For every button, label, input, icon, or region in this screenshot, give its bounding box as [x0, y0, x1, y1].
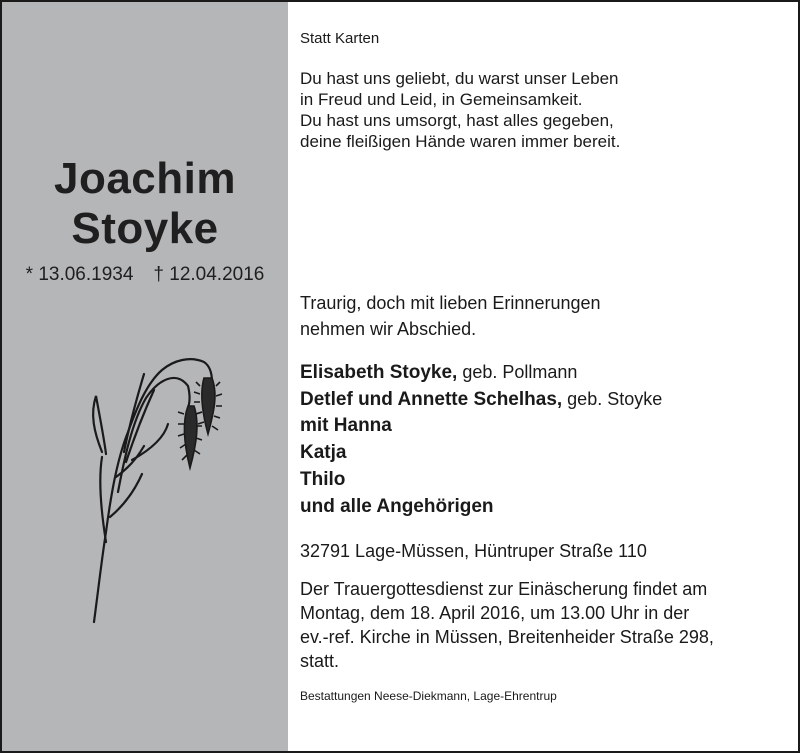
death-date: † 12.04.2016	[153, 264, 265, 285]
mourner: und alle Angehörigen	[300, 496, 494, 517]
life-dates	[2, 264, 288, 286]
name-panel	[2, 2, 288, 751]
mourner: Thilo	[300, 469, 346, 490]
poem-line: Du hast uns umsorgt, hast alles gegeben,	[300, 111, 614, 130]
poem-line: deine fleißigen Hände waren immer bereit.	[300, 132, 621, 151]
farewell-line: Traurig, doch mit lieben Erinnerungen	[300, 293, 601, 313]
mourner: mit Hanna	[300, 415, 392, 436]
grass-sprig-icon	[72, 342, 232, 642]
farewell-line: nehmen wir Abschied.	[300, 319, 477, 339]
mourner: Katja	[300, 442, 347, 463]
service-line: statt.	[300, 651, 340, 671]
service-line: Der Trauergottesdienst zur Einäscherung findet am	[300, 579, 708, 599]
funeral-home: Bestattungen Neese-Diekmann, Lage-Ehrentrup	[300, 689, 557, 703]
birth-date: * 13.06.1934	[25, 264, 134, 285]
service-line: ev.-ref. Kirche in Müssen, Breitenheider Straße 298,	[300, 627, 714, 647]
deceased-name	[2, 154, 288, 254]
header-note: Statt Karten	[300, 30, 380, 47]
service-line: Montag, dem 18. April 2016, um 13.00 Uhr in der	[300, 603, 690, 623]
poem-line: in Freud und Leid, in Gemeinsamkeit.	[300, 90, 583, 109]
mourner: Detlef und Annette Schelhas, geb. Stoyke	[300, 389, 663, 410]
poem-line: Du hast uns geliebt, du warst unser Leben	[300, 69, 619, 88]
first-name: Joachim	[53, 154, 236, 203]
address: 32791 Lage-Müssen, Hüntruper Straße 110	[300, 541, 647, 561]
last-name: Stoyke	[71, 204, 219, 253]
mourner: Elisabeth Stoyke, geb. Pollmann	[300, 362, 578, 383]
